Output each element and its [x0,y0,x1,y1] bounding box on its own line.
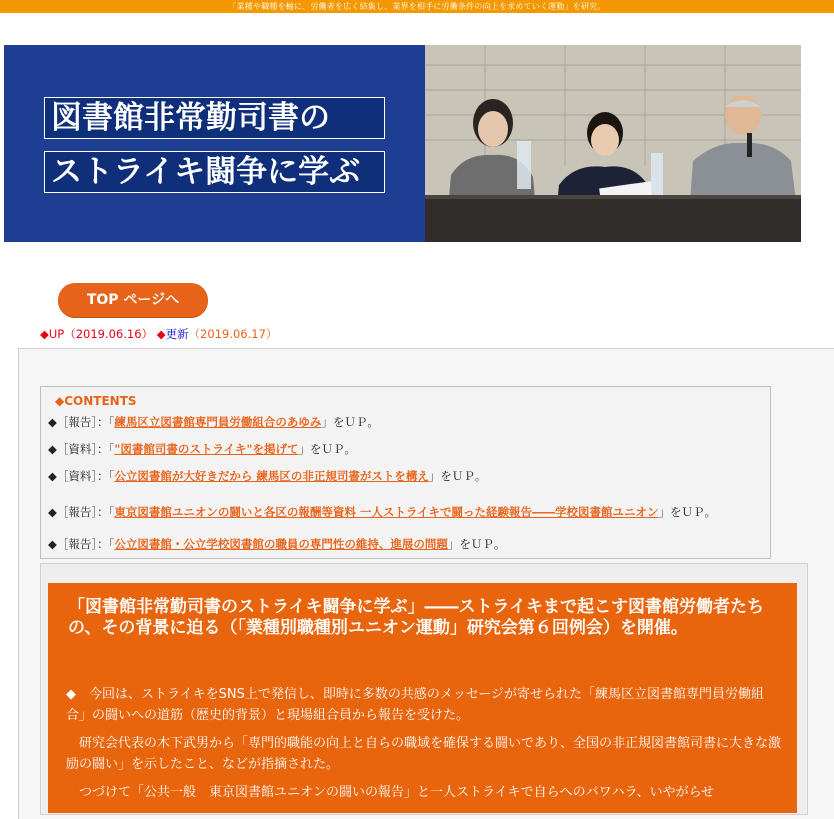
new-label: 更新 [165,327,189,341]
contents-item [48,504,716,520]
item-prefix: ◆［資料］：「 [48,442,115,456]
item-suffix: 」をＵＰ。 [428,469,487,483]
contents-title: ◆CONTENTS [55,394,137,408]
item-prefix: ◆［報告］：「 [48,415,115,429]
item-prefix: ◆［資料］：「 [48,469,115,483]
contents-link[interactable]: 練馬区立図書館専門員労働組合のあゆみ [114,415,322,429]
banner-title-line1: 図書館非常勤司書の [44,97,385,139]
contents-link[interactable]: "図書館司書のストライキ"を掲げて [114,442,299,456]
banner-photo [425,45,801,242]
hero-banner [4,45,801,242]
panel-photo-illustration [425,45,801,242]
article-headline: 「図書館非常勤司書のストライキ闘争に学ぶ」――ストライキまで起こす図書館労働者たちの、その背景に迫る（「業種別職種別ユニオン運動」研究会第６回例会）を開催。 [68,597,764,638]
new-date: （2019.06.17） [188,327,278,341]
article-paragraph: 研究会代表の木下武男から「専門的職能の向上と自らの職域を確保する闘いであり、全国の非正規図書館司書に大きな激励の闘い」を示したこと、などが指摘された。 [66,736,782,772]
new-marker-icon: ◆ [156,327,166,341]
contents-item [48,468,486,484]
item-suffix: 」をＵＰ。 [321,415,379,429]
top-page-button[interactable]: TOP ページへ [58,283,208,317]
tagline-text: 「業種や職種を軸に、労働者を広く結集し、業界を相手に労働条件の向上を求めていく運動」を研究。 [228,2,606,11]
update-info [40,327,277,341]
contents-item [48,441,356,457]
contents-item [48,414,379,430]
item-prefix: ◆［報告］：「 [48,537,115,551]
contents-link[interactable]: 公立図書館・公立学校図書館の職員の専門性の維持、進展の問題 [114,537,448,551]
item-prefix: ◆［報告］：「 [48,505,115,519]
top-tagline-bar [0,0,834,13]
item-suffix: 」をＵＰ。 [658,505,716,519]
contents-item [48,536,505,552]
item-suffix: 」をＵＰ。 [447,537,506,551]
article-panel [48,583,797,813]
up-date-label: ◆UP（2019.06.16） [40,327,154,341]
banner-title-line2: ストライキ闘争に学ぶ [44,151,385,193]
item-suffix: 」をＵＰ。 [298,442,356,456]
article-paragraph: つづけて「公共一般 東京図書館ユニオンの闘いの報告」と一人ストライキで自らへのパワハラ、いやがらせ [66,785,715,800]
contents-link[interactable]: 公立図書館が大好きだから 練馬区の非正規司書がストを構え [114,469,429,483]
article-paragraph: ◆ 今回は、ストライキをSNS上で発信し、即時に多数の共感のメッセージが寄せられた「練馬区立図書館専門員労働組合」の闘いへの道筋（歴史的背景）と現場組合員から報告を受けた。 [66,687,765,723]
contents-box [40,386,771,559]
contents-link[interactable]: 東京図書館ユニオンの闘いと各区の報酬等資料 一人ストライキで闘った経験報告――学校図書館ユニオン [114,505,659,519]
